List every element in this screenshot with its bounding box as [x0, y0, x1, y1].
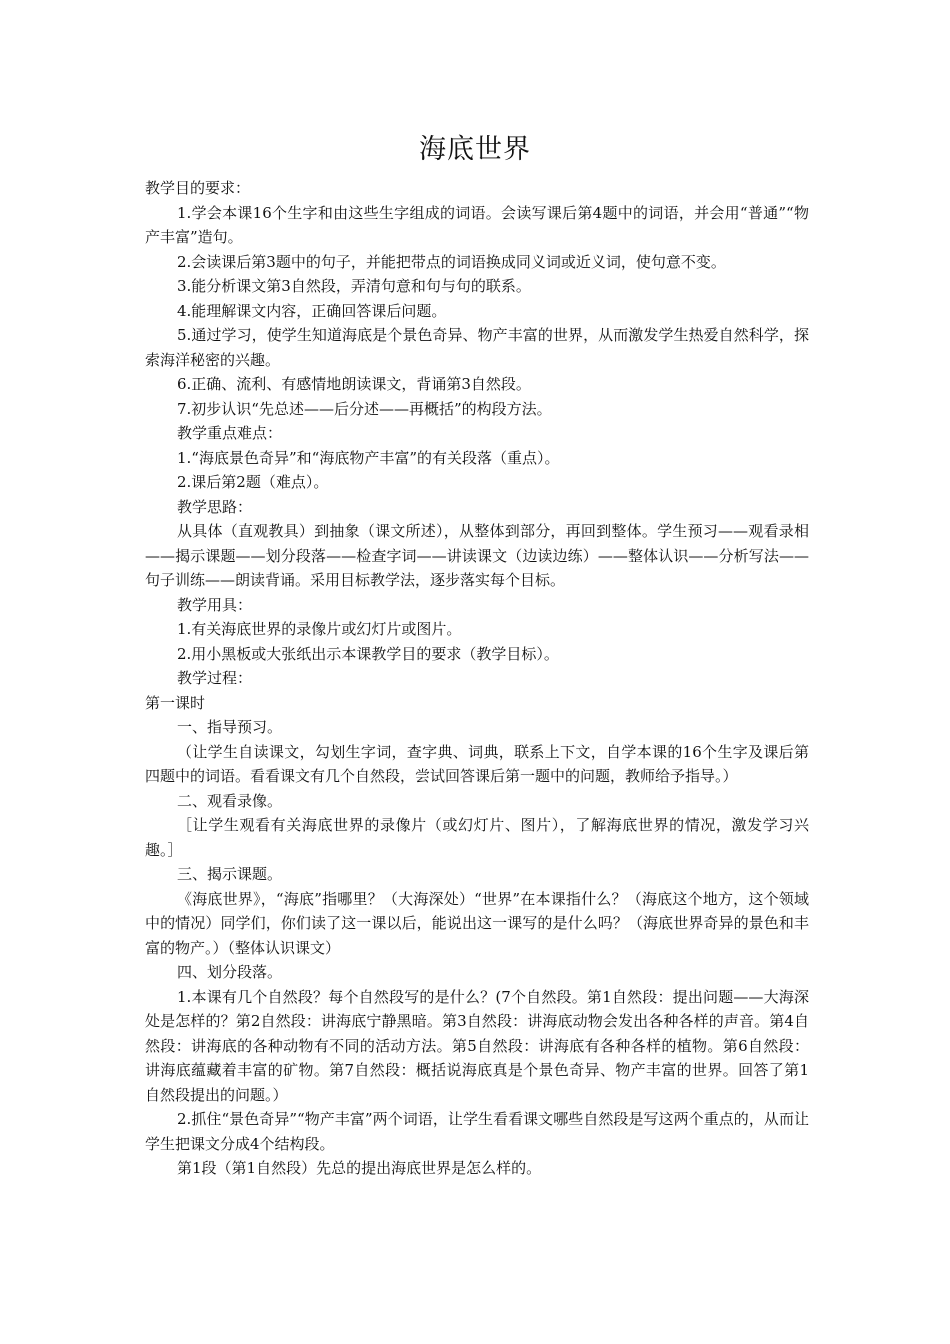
paragraph: 教学过程： — [177, 669, 253, 687]
paragraph: 1.学会本课16个生字和由这些生字组成的词语。会读写课后第4题中的词语，并会用“普通”“物产丰富”造句。 — [145, 203, 809, 246]
paragraph: 2.抓住“景色奇异”“物产丰富”两个词语，让学生看看课文哪些自然段是写这两个重点的，从而让学生把课文分成4个结构段。 — [145, 1110, 809, 1153]
paragraph: 1.“海底景色奇异”和“海底物产丰富”的有关段落（重点）。 — [177, 448, 560, 467]
paragraph: 2.课后第2题（难点）。 — [177, 473, 329, 491]
document-body — [145, 176, 809, 1181]
paragraph: 教学思路： — [177, 497, 253, 516]
paragraph: ［让学生观看有关海底世界的录像片（或幻灯片、图片），了解海底世界的情况，激发学习兴趣。］ — [145, 816, 809, 859]
paragraph: 教学目的要求： — [145, 179, 251, 197]
paragraph: 一、指导预习。 — [177, 718, 283, 736]
paragraph: 6.正确、流利、有感情地朗读课文，背诵第3自然段。 — [177, 375, 531, 393]
paragraph: 《海底世界》，“海底”指哪里？（大海深处）“世界”在本课指什么？（海底这个地方，这个领域中的情况）同学们，你们读了这一课以后，能说出这一课写的是什么吗？（海底世界奇异的景色和丰富的物产。）（整体认识课文） — [145, 889, 809, 957]
paragraph: 教学用具： — [177, 595, 253, 614]
paragraph: （让学生自读课文，勾划生字词，查字典、词典，联系上下文，自学本课的16个生字及课后第四题中的词语。看看课文有几个自然段，尝试回答课后第一题中的问题，教师给予指导。） — [145, 742, 809, 785]
paragraph: 5.通过学习，使学生知道海底是个景色奇异、物产丰富的世界，从而激发学生热爱自然科学，探索海洋秘密的兴趣。 — [145, 326, 809, 369]
paragraph: 7.初步认识“先总述——后分述——再概括”的构段方法。 — [177, 399, 552, 418]
paragraph: 4.能理解课文内容，正确回答课后问题。 — [177, 301, 447, 320]
paragraph: 1.本课有几个自然段？每个自然段写的是什么？(7个自然段。第1自然段：提出问题——大海深处是怎样的？第2自然段：讲海底宁静黑暗。第3自然段：讲海底动物会发出各种各样的声音。第4自然段：讲海底的各种动物有不同的活动方法。第5自然段：讲海底有各种各样的植物。第6自然段：讲海底蕴藏着丰富的矿物。第7自然段：概括说海底真是个景色奇异、物产丰富的世界。回答了第1自然段提出的问题。） — [145, 987, 809, 1104]
paragraph: 2.会读课后第3题中的句子，并能把带点的词语换成同义词或近义词，使句意不变。 — [177, 252, 726, 271]
paragraph: 第1段（第1自然段）先总的提出海底世界是怎么样的。 — [177, 1159, 542, 1177]
paragraph: 四、划分段落。 — [177, 963, 283, 981]
paragraph: 从具体（直观教具）到抽象（课文所述），从整体到部分，再回到整体。学生预习——观看录相——揭示课题——划分段落——检查字词——讲读课文（边读边练）——整体认识——分析写法——句子训练——朗读背诵。采用目标教学法，逐步落实每个目标。 — [145, 522, 809, 589]
paragraph: 1.有关海底世界的录像片或幻灯片或图片。 — [177, 620, 462, 638]
paragraph: 2.用小黑板或大张纸出示本课教学目的要求（教学目标）。 — [177, 644, 559, 663]
paragraph: 第一课时 — [145, 693, 206, 712]
paragraph: 二、观看录像。 — [177, 791, 283, 810]
paragraph: 教学重点难点： — [177, 424, 283, 442]
paragraph: 三、揭示课题。 — [177, 865, 283, 883]
document-title: 海底世界 — [419, 134, 531, 165]
paragraph: 3.能分析课文第3自然段，弄清句意和句与句的联系。 — [177, 277, 531, 295]
